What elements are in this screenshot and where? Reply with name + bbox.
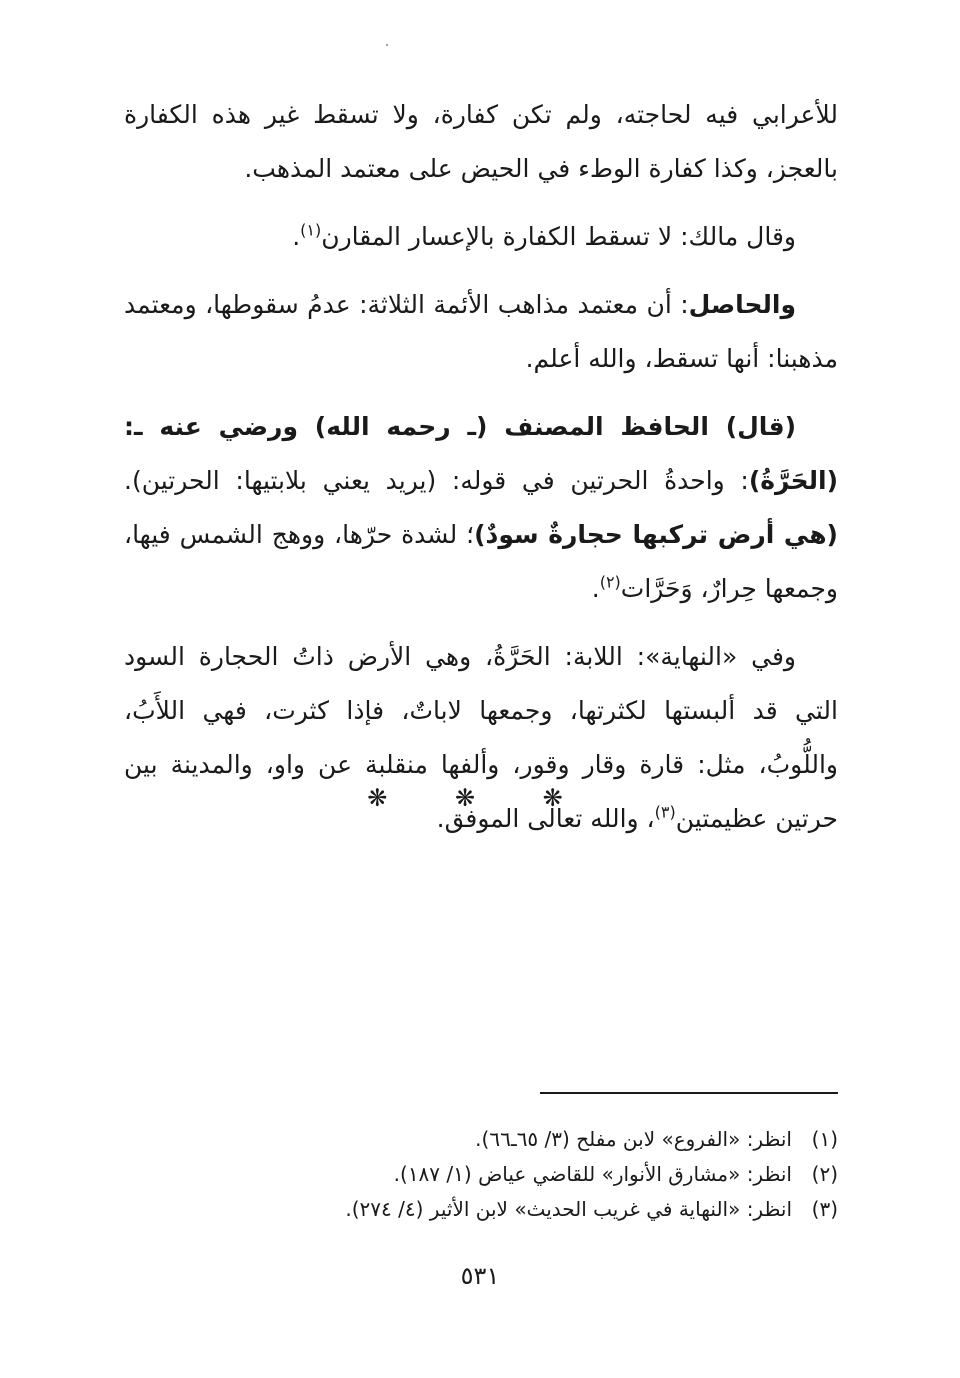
footnote-2 [124,1157,838,1192]
main-text [124,88,838,850]
footnote-2-text: انظر: «مشارق الأنوار» للقاضي عياض (١/ ١٨٧). [393,1162,792,1186]
paragraph-1-text: للأعرابي فيه لحاجته، ولم تكن كفارة، ولا تسقط غير هذه الكفارة بالعجز، وكذا كفارة الوطء في الحيض على معتمد المذهب. [124,100,838,183]
paragraph-5-text: وفي «النهاية»: اللابة: الحَرَّةُ، وهي الأرض ذاتُ الحجارة السود التي قد ألبستها لكثرتها، وجمعها لاباتٌ، فإذا كثرت، فهي اللأَبُ، واللُّوبُ، مثل: قارة وقار وقور، وألفها منقلبة عن واو، والمدينة بين حرتين عظيمتين [124,642,838,833]
footnote-1 [124,1122,838,1157]
paragraph-4 [124,400,838,616]
footnote-2-number: (٢) [811,1162,838,1186]
page-number: ٥٣١ [460,1262,500,1290]
paragraph-2 [124,210,838,264]
paragraph-4-end: . [591,574,600,603]
footnote-divider [540,1092,838,1094]
section-separator: ❋ ❋ ❋ [367,784,593,812]
paragraph-3-text: : أن معتمد مذاهب الأئمة الثلاثة: عدمُ سقوطها، ومعتمد مذهبنا: أنها تسقط، والله أعلم. [124,290,838,373]
footnote-1-number: (١) [811,1127,838,1151]
scan-speck [386,44,388,46]
paragraph-5 [124,630,838,846]
author-quote: (قال) الحافظ المصنف (ـ رحمه الله) ورضي عنه ـ: (الحَرَّةُ) [124,412,838,495]
paragraph-2-end: . [292,222,301,251]
paragraph-5-end: ، والله تعالى الموفق. [436,804,655,833]
footnotes [124,1122,838,1227]
footnote-3-text: انظر: «النهاية في غريب الحديث» لابن الأثير (٤/ ٢٧٤). [345,1197,792,1221]
paragraph-1 [124,88,838,196]
footnote-ref-2[interactable]: (٢) [599,572,621,592]
footnote-ref-3[interactable]: (٣) [654,802,676,822]
conclusion-heading: والحاصل [688,290,796,319]
footnote-3-number: (٣) [811,1197,838,1221]
footnote-3 [124,1192,838,1227]
paragraph-3 [124,278,838,386]
footnote-1-text: انظر: «الفروع» لابن مفلح (٣/ ٦٥ـ٦٦). [475,1127,792,1151]
footnote-ref-1[interactable]: (١) [300,220,322,240]
paragraph-4-text-2: ؛ لشدة حرّها، ووهج الشمس فيها، وجمعها حِرارٌ، وَحَرَّات [124,520,838,603]
paragraph-2-text: وقال مالك: لا تسقط الكفارة بالإعسار المقارن [321,222,796,251]
paragraph-4-text: : واحدةُ الحرتين في قوله: (يريد يعني بلابتيها: الحرتين). [124,466,749,495]
hadith-quote: (هي أرض تركبها حجارةٌ سودٌ) [474,520,838,549]
